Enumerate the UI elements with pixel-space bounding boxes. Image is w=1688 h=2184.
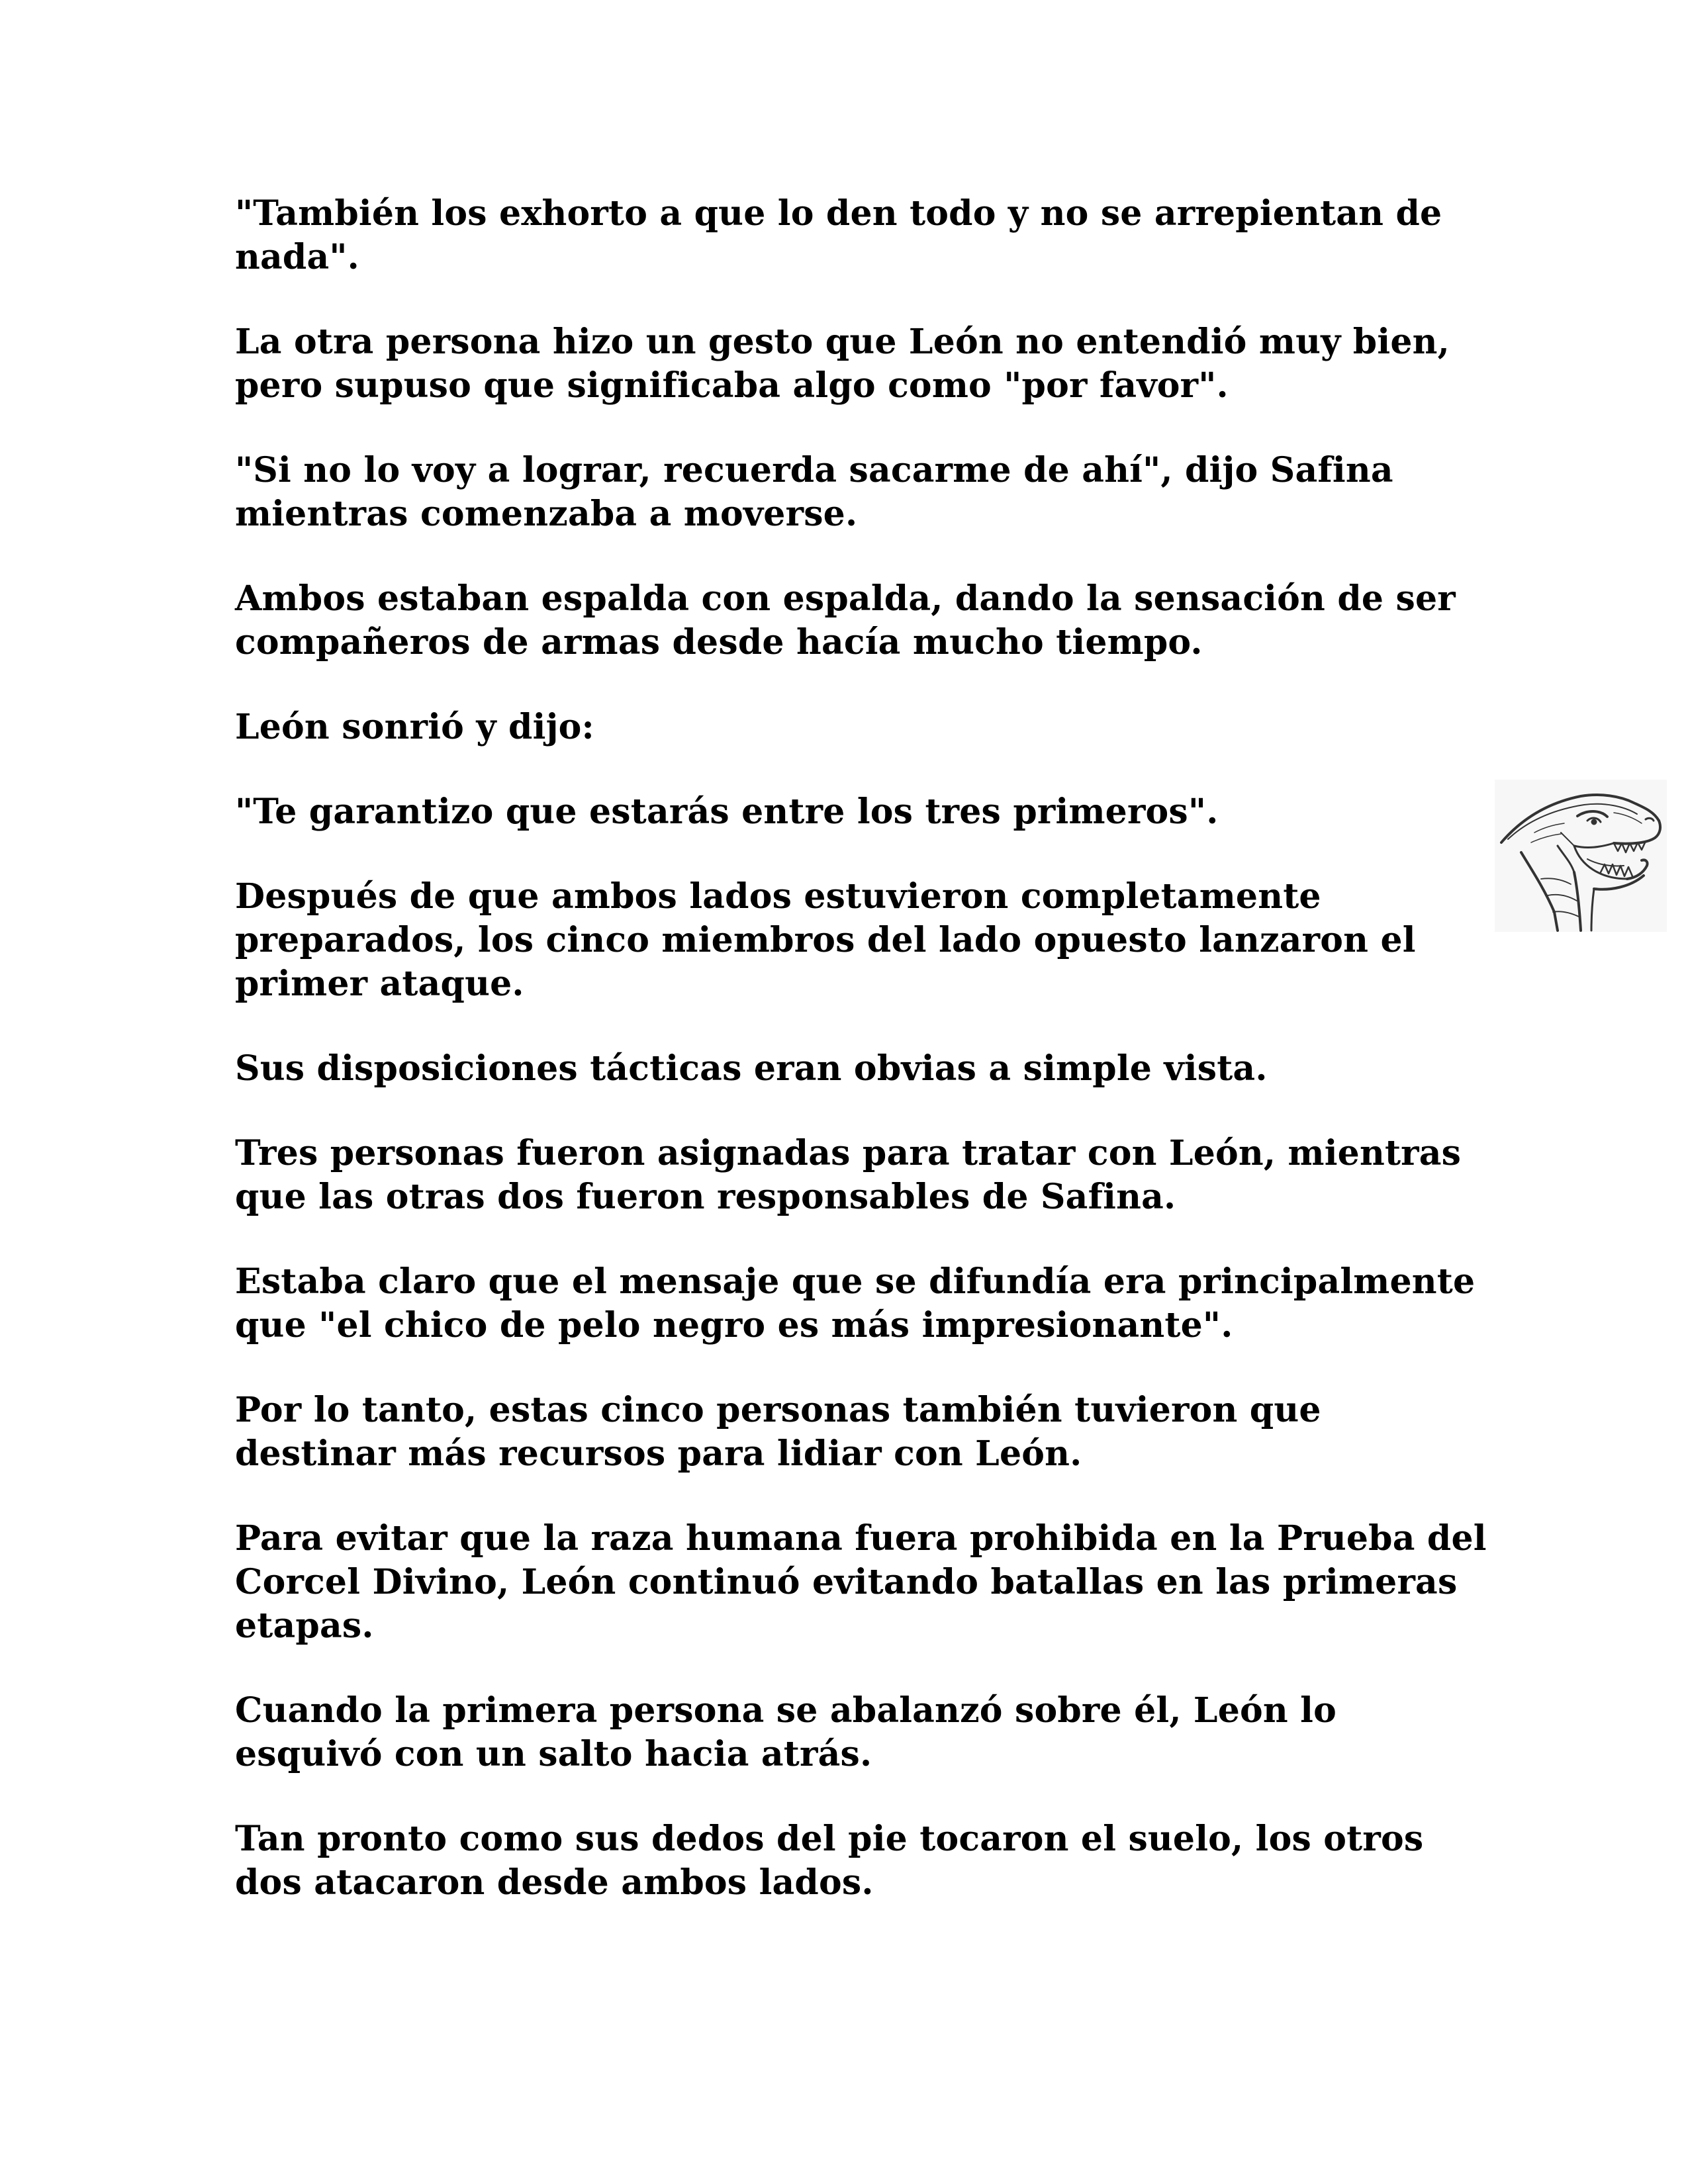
body-text bbox=[235, 192, 1493, 1946]
paragraph: "Si no lo voy a lograr, recuerda sacarme de ahí", dijo Safina mientras comenzaba a moverse. bbox=[235, 450, 1393, 534]
dinosaur-sketch-icon bbox=[1495, 780, 1667, 932]
paragraph: Por lo tanto, estas cinco personas también tuvieron que destinar más recursos para lidiar con León. bbox=[235, 1390, 1321, 1474]
paragraph: León sonrió y dijo: bbox=[235, 707, 594, 747]
paragraph: "También los exhorto a que lo den todo y no se arrepientan de nada". bbox=[235, 193, 1442, 277]
paragraph: Cuando la primera persona se abalanzó sobre él, León lo esquivó con un salto hacia atrás. bbox=[235, 1690, 1337, 1774]
paragraph: La otra persona hizo un gesto que León no entendió muy bien, pero supuso que significaba algo como "por favor". bbox=[235, 322, 1450, 406]
paragraph: Tres personas fueron asignadas para tratar con León, mientras que las otras dos fueron responsables de Safina. bbox=[235, 1133, 1462, 1217]
paragraph: Tan pronto como sus dedos del pie tocaron el suelo, los otros dos atacaron desde ambos lados. bbox=[235, 1819, 1424, 1903]
paragraph: Estaba claro que el mensaje que se difundía era principalmente que "el chico de pelo negro es más impresionante". bbox=[235, 1261, 1476, 1345]
paragraph: Para evitar que la raza humana fuera prohibida en la Prueba del Corcel Divino, León continuó evitando batallas en las primeras etapas. bbox=[235, 1518, 1487, 1646]
paragraph: Después de que ambos lados estuvieron completamente preparados, los cinco miembros del lado opuesto lanzaron el primer ataque. bbox=[235, 876, 1416, 1004]
paragraph: Sus disposiciones tácticas eran obvias a simple vista. bbox=[235, 1048, 1268, 1089]
paragraph: "Te garantizo que estarás entre los tres primeros". bbox=[235, 792, 1219, 832]
paragraph: Ambos estaban espalda con espalda, dando la sensación de ser compañeros de armas desde hacía mucho tiempo. bbox=[235, 578, 1456, 662]
